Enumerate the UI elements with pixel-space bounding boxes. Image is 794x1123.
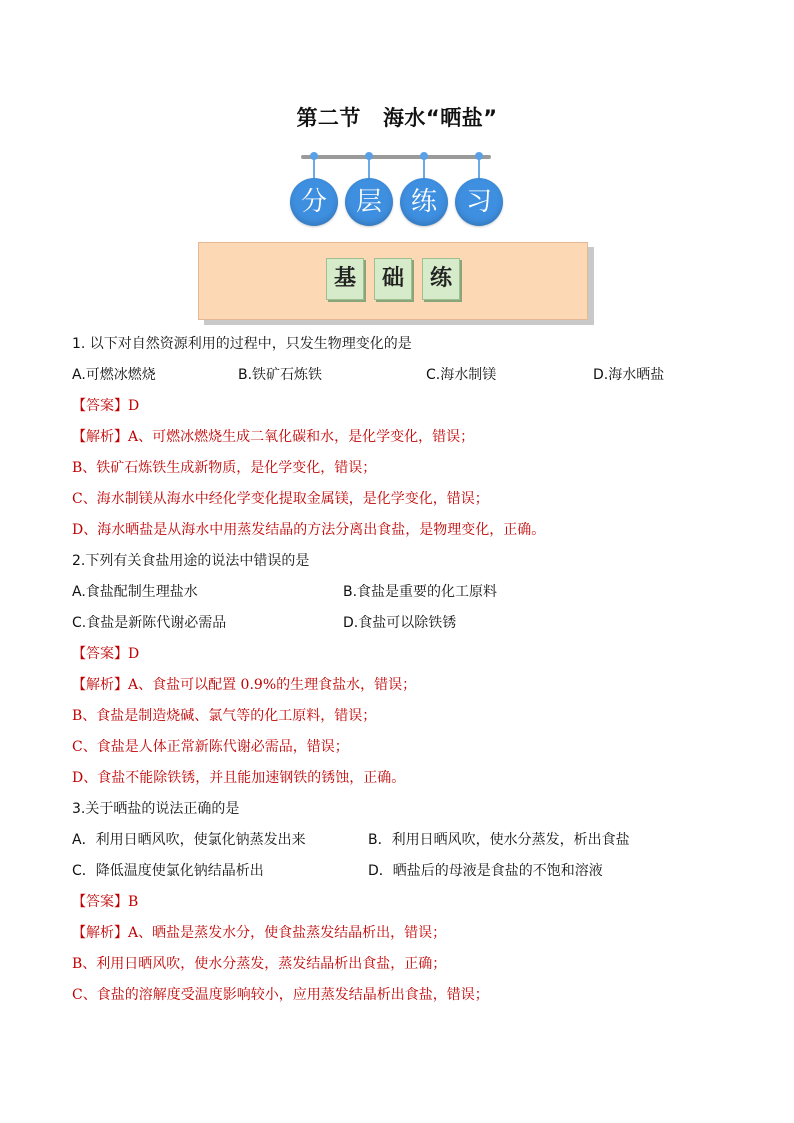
answer-label: 【答案】 — [72, 894, 128, 910]
analysis-label: 【解析】 — [72, 677, 128, 693]
bubble-ceng: 层 — [345, 178, 393, 226]
rail-pin — [310, 152, 318, 160]
analysis-line: C、海水制镁从海水中经化学变化提取金属镁，是化学变化，错误； — [72, 491, 489, 507]
option-d: D.海水晒盐 — [593, 367, 665, 383]
section-topic: 海水“晒盐” — [382, 106, 498, 130]
bubble-fen: 分 — [290, 178, 338, 226]
option-c: C.食盐是新陈代谢必需品 — [72, 615, 227, 631]
option-d: D．晒盐后的母液是食盐的不饱和溶液 — [368, 863, 603, 879]
analysis-line: D、海水晒盐是从海水中用蒸发结晶的方法分离出食盐，是物理变化，正确。 — [72, 522, 546, 538]
section-number: 第二节 — [296, 106, 361, 130]
analysis-line: C、食盐是人体正常新陈代谢必需品，错误； — [72, 739, 349, 755]
question-stem: 2.下列有关食盐用途的说法中错误的是 — [72, 553, 310, 569]
rail-pin — [420, 152, 428, 160]
option-c: C．降低温度使氯化钠结晶析出 — [72, 863, 264, 879]
analysis-line: B、利用日晒风吹，使水分蒸发，蒸发结晶析出食盐，正确； — [72, 956, 447, 972]
analysis-line — [72, 426, 752, 457]
analysis-line — [72, 674, 752, 705]
option-b: B.食盐是重要的化工原料 — [343, 584, 498, 600]
banner-tile-lian: 练 — [422, 258, 460, 300]
answer-value: D — [128, 646, 140, 662]
option-a: A.食盐配制生理盐水 — [72, 584, 198, 600]
bubble-lian: 练 — [400, 178, 448, 226]
bubble-rail — [301, 155, 491, 159]
question-stem: 1. 以下对自然资源利用的过程中，只发生物理变化的是 — [72, 336, 412, 352]
exercise-content — [72, 333, 752, 1015]
analysis-label: 【解析】 — [72, 925, 128, 941]
analysis-text: A、可燃冰燃烧生成二氧化碳和水，是化学变化，错误； — [128, 429, 475, 445]
analysis-line: B、铁矿石炼铁生成新物质，是化学变化，错误； — [72, 460, 377, 476]
question-options — [72, 829, 752, 860]
page-title — [0, 102, 794, 132]
analysis-text: A、食盐可以配置 0.9%的生理食盐水，错误； — [128, 677, 417, 693]
rail-pin — [365, 152, 373, 160]
rail-pin — [475, 152, 483, 160]
answer-line — [72, 643, 752, 674]
question-options — [72, 860, 752, 891]
analysis-line: D、食盐不能除铁锈，并且能加速钢铁的锈蚀，正确。 — [72, 770, 406, 786]
answer-value: B — [128, 894, 139, 910]
answer-value: D — [128, 398, 140, 414]
option-a: A.可燃冰燃烧 — [72, 367, 156, 383]
question-options — [72, 581, 752, 612]
question-options — [72, 364, 752, 395]
analysis-text: A、晒盐是蒸发水分，使食盐蒸发结晶析出，错误； — [128, 925, 447, 941]
question-stem: 3.关于晒盐的说法正确的是 — [72, 801, 240, 817]
option-b: B.铁矿石炼铁 — [238, 367, 323, 383]
analysis-label: 【解析】 — [72, 429, 128, 445]
banner-tile-chu: 础 — [374, 258, 412, 300]
bubble-xi: 习 — [455, 178, 503, 226]
question-options — [72, 612, 752, 643]
answer-line — [72, 891, 752, 922]
option-b: B．利用日晒风吹，使水分蒸发，析出食盐 — [368, 832, 630, 848]
banner-tile-ji: 基 — [326, 258, 364, 300]
answer-label: 【答案】 — [72, 398, 128, 414]
option-d: D.食盐可以除铁锈 — [343, 615, 457, 631]
analysis-line: C、食盐的溶解度受温度影响较小，应用蒸发结晶析出食盐，错误； — [72, 987, 489, 1003]
option-a: A．利用日晒风吹，使氯化钠蒸发出来 — [72, 832, 306, 848]
option-c: C.海水制镁 — [426, 367, 497, 383]
analysis-line — [72, 922, 752, 953]
answer-label: 【答案】 — [72, 646, 128, 662]
answer-line — [72, 395, 752, 426]
analysis-line: B、食盐是制造烧碱、氯气等的化工原料，错误； — [72, 708, 377, 724]
